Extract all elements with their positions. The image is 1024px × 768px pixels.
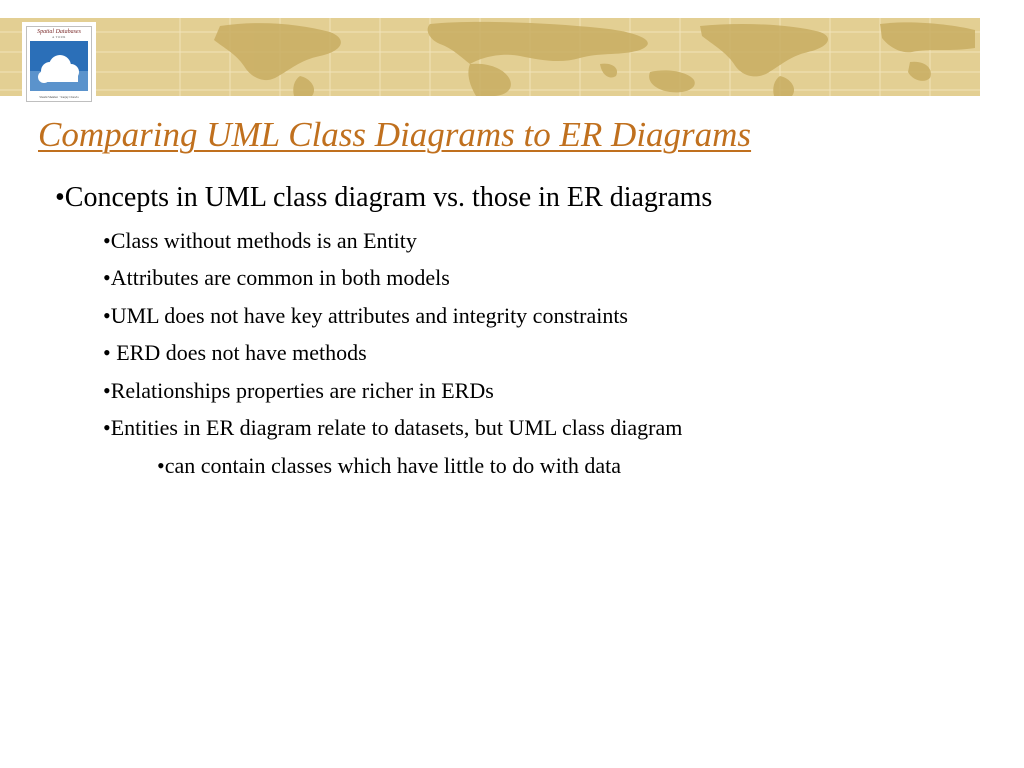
book-cover-title: Spatial Databases bbox=[37, 29, 81, 35]
bullet-level-2: •Attributes are common in both models bbox=[103, 265, 450, 290]
slide-title: Comparing UML Class Diagrams to ER Diagrams bbox=[38, 115, 752, 154]
bullet-level-2: •Entities in ER diagram relate to datasets, but UML class diagram bbox=[103, 415, 683, 440]
bullet-level-2: •Relationships properties are richer in ERDs bbox=[103, 378, 494, 403]
bullet-level-2: •Class without methods is an Entity bbox=[103, 228, 417, 253]
book-cover-frame bbox=[22, 22, 96, 104]
world-map-banner bbox=[0, 18, 980, 96]
bullet-level-1: •Concepts in UML class diagram vs. those in ER diagrams bbox=[55, 182, 713, 213]
bullet-level-3: •can contain classes which have little to do with data bbox=[157, 453, 622, 478]
bullet-level-2: • ERD does not have methods bbox=[103, 340, 367, 365]
book-cover-sky-image bbox=[30, 41, 88, 91]
book-cover-authors: Shashi Shekhar · Sanjay Chawla bbox=[39, 95, 79, 99]
bullet-level-2: •UML does not have key attributes and integrity constraints bbox=[103, 303, 628, 328]
cloud-icon bbox=[30, 41, 88, 91]
book-cover-thumbnail bbox=[26, 26, 92, 102]
book-cover-subtitle: A TOUR bbox=[52, 35, 66, 39]
world-map-icon bbox=[0, 18, 980, 96]
